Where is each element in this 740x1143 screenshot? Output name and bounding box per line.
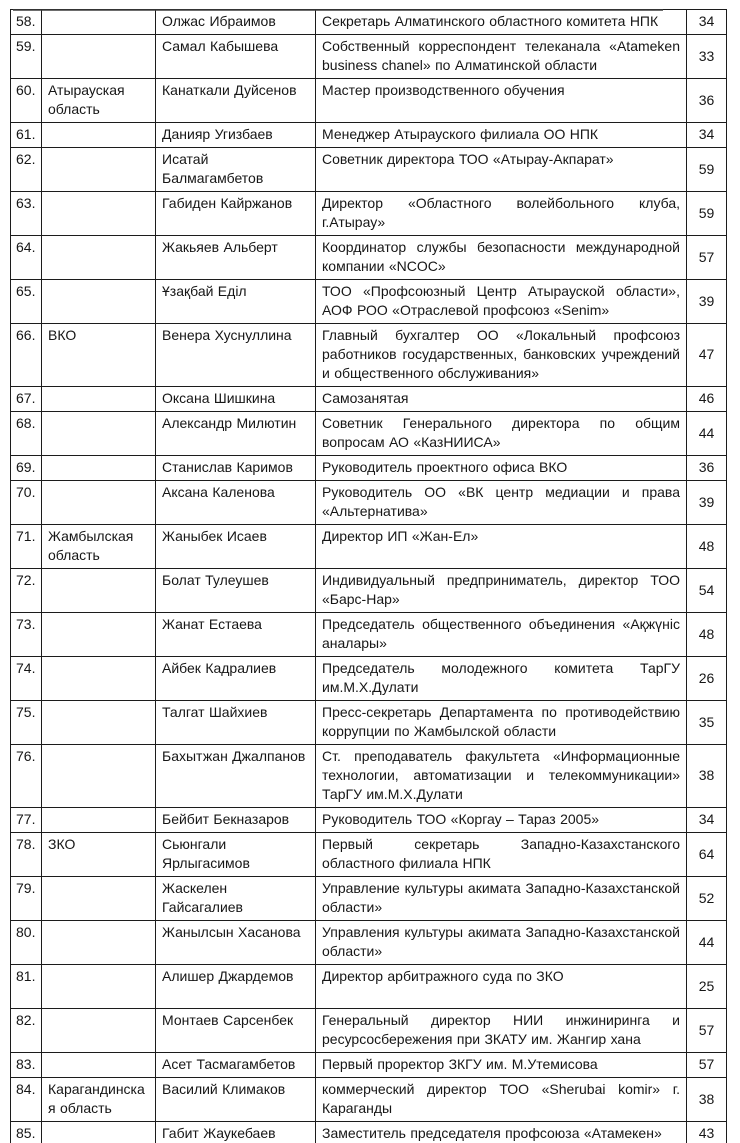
cell-region: Карагандинская область [42,1078,156,1122]
cell-region [42,657,156,701]
table-row [11,412,727,456]
cell-position: Руководитель проектного офиса ВКО [316,456,687,481]
cell-region [42,921,156,965]
table-row [11,1078,727,1122]
cell-number: 69. [11,456,42,481]
cell-region [42,10,156,35]
cell-position: Мастер производственного обучения [316,79,687,123]
cell-position: Управление культуры акимата Западно-Казахстанской области» [316,877,687,921]
cell-name: Жанат Естаева [156,613,316,657]
cell-position: коммерческий директор ТОО «Sherubai komir» г. Караганды [316,1078,687,1122]
cell-position: Управления культуры акимата Западно-Казахстанской области» [316,921,687,965]
cell-region [42,1053,156,1078]
cell-number: 72. [11,569,42,613]
cell-position: Руководитель ОО «ВК центр медиации и права «Альтернатива» [316,481,687,525]
cell-age: 26 [687,657,727,701]
cell-name: Габиден Кайржанов [156,192,316,236]
cell-name: Самал Кабышева [156,35,316,79]
table-row [11,1053,727,1078]
cell-region [42,148,156,192]
cell-region [42,481,156,525]
cell-number: 62. [11,148,42,192]
cell-number: 73. [11,613,42,657]
cell-position: Менеджер Атырауского филиала ОО НПК [316,123,687,148]
cell-position: Пресс-секретарь Департамента по противодействию коррупции по Жамбылской области [316,701,687,745]
cell-region [42,877,156,921]
cell-region [42,569,156,613]
cell-number: 82. [11,1009,42,1053]
cell-age: 54 [687,569,727,613]
cell-age: 59 [687,192,727,236]
table-row [11,569,727,613]
cell-age: 46 [687,387,727,412]
cell-age: 52 [687,877,727,921]
cell-number: 75. [11,701,42,745]
cell-position: Самозанятая [316,387,687,412]
table-row [11,123,727,148]
cell-name: Бахытжан Джалпанов [156,745,316,808]
cell-number: 83. [11,1053,42,1078]
table-row [11,1122,727,1143]
table-row [11,877,727,921]
cell-position: Собственный корреспондент телеканала «Atameken business chanel» по Алматинской области [316,35,687,79]
cell-name: Александр Милютин [156,412,316,456]
cell-number: 63. [11,192,42,236]
cell-name: Асет Тасмагамбетов [156,1053,316,1078]
table-row [11,236,727,280]
cell-age: 38 [687,1078,727,1122]
cell-age: 57 [687,236,727,280]
cell-position: Председатель молодежного комитета ТарГУ им.М.Х.Дулати [316,657,687,701]
cell-name: Габит Жаукебаев [156,1122,316,1143]
cell-age: 48 [687,613,727,657]
cell-region: ВКО [42,324,156,387]
cell-number: 78. [11,833,42,877]
cell-region: Атырауская область [42,79,156,123]
cell-age: 34 [687,10,727,35]
cell-name: Исатай Балмагамбетов [156,148,316,192]
cell-age: 57 [687,1009,727,1053]
cell-age: 35 [687,701,727,745]
cell-age: 64 [687,833,727,877]
cell-region [42,192,156,236]
table-row [11,745,727,808]
cell-number: 81. [11,965,42,1009]
cell-number: 70. [11,481,42,525]
table-row [11,808,727,833]
cell-position: Директор ИП «Жан-Ел» [316,525,687,569]
cell-position: ТОО «Профсоюзный Центр Атырауской области», АОФ РОО «Отраслевой профсоюз «Senim» [316,280,687,324]
cell-position: Советник Генерального директора по общим вопросам АО «КазНИИСА» [316,412,687,456]
cell-age: 44 [687,412,727,456]
cell-position: Главный бухгалтер ОО «Локальный профсоюз работников государственных, банковских учреждений и общественного обслуживания» [316,324,687,387]
cell-number: 85. [11,1122,42,1143]
cell-age: 34 [687,808,727,833]
cell-region [42,808,156,833]
cell-region [42,387,156,412]
cell-number: 68. [11,412,42,456]
cell-name: Болат Тулеушев [156,569,316,613]
table-row [11,280,727,324]
cell-number: 84. [11,1078,42,1122]
cell-region [42,456,156,481]
cell-name: Ұзақбай Еділ [156,280,316,324]
cell-name: Канаткали Дуйсенов [156,79,316,123]
cell-number: 74. [11,657,42,701]
cell-position: Ст. преподаватель факультета «Информационные технологии, автоматизации и телекоммуникации» ТарГУ им.М.Х.Дулати [316,745,687,808]
table-row [11,148,727,192]
table-row [11,701,727,745]
cell-region [42,965,156,1009]
cell-age: 34 [687,123,727,148]
table-row [11,192,727,236]
cell-region [42,412,156,456]
cell-age: 39 [687,280,727,324]
table-row [11,456,727,481]
cell-name: Айбек Кадралиев [156,657,316,701]
cell-name: Данияр Угизбаев [156,123,316,148]
cell-region [42,280,156,324]
cell-region: Жамбылская область [42,525,156,569]
cell-number: 64. [11,236,42,280]
scan-artifact-top [13,9,663,11]
cell-name: Оксана Шишкина [156,387,316,412]
cell-position: Заместитель председателя профсоюза «Атамекен» [316,1122,687,1143]
cell-age: 48 [687,525,727,569]
cell-position: Директор «Областного волейбольного клуба, г.Атырау» [316,192,687,236]
cell-number: 80. [11,921,42,965]
cell-number: 71. [11,525,42,569]
cell-name: Василий Климаков [156,1078,316,1122]
cell-number: 77. [11,808,42,833]
cell-position: Председатель общественного объединения «Ақжүніс аналары» [316,613,687,657]
cell-age: 38 [687,745,727,808]
cell-age: 44 [687,921,727,965]
cell-position: Первый проректор ЗКГУ им. М.Утемисова [316,1053,687,1078]
cell-region [42,1009,156,1053]
cell-age: 43 [687,1122,727,1143]
table-row [11,833,727,877]
cell-name: Жаныбек Исаев [156,525,316,569]
cell-number: 67. [11,387,42,412]
cell-name: Талгат Шайхиев [156,701,316,745]
table-row [11,79,727,123]
cell-age: 33 [687,35,727,79]
cell-position: Первый секретарь Западно-Казахстанского областного филиала НПК [316,833,687,877]
cell-number: 61. [11,123,42,148]
cell-name: Станислав Каримов [156,456,316,481]
cell-number: 65. [11,280,42,324]
table-row [11,35,727,79]
table-row [11,481,727,525]
table-row [11,387,727,412]
cell-name: Жанылсын Хасанова [156,921,316,965]
cell-position: Секретарь Алматинского областного комитета НПК [316,10,687,35]
cell-position: Индивидуальный предприниматель, директор ТОО «Барс-Нар» [316,569,687,613]
cell-name: Монтаев Сарсенбек [156,1009,316,1053]
table-row [11,965,727,1009]
cell-region [42,745,156,808]
cell-position: Советник директора ТОО «Атырау-Акпарат» [316,148,687,192]
cell-name: Олжас Ибраимов [156,10,316,35]
cell-age: 25 [687,965,727,1009]
table-row [11,324,727,387]
cell-region [42,613,156,657]
table-row [11,10,727,35]
cell-region [42,123,156,148]
cell-position: Генеральный директор НИИ инжиниринга и ресурсосбережения при ЗКАТУ им. Жангир хана [316,1009,687,1053]
cell-region [42,35,156,79]
cell-region [42,701,156,745]
cell-position: Руководитель ТОО «Коргау – Тараз 2005» [316,808,687,833]
cell-name: Аксана Каленова [156,481,316,525]
document-page [0,9,740,1143]
table-row [11,921,727,965]
table-row [11,613,727,657]
cell-name: Жаскелен Гайсагалиев [156,877,316,921]
cell-age: 59 [687,148,727,192]
cell-position: Координатор службы безопасности международной компании «NCOC» [316,236,687,280]
cell-name: Венера Хуснуллина [156,324,316,387]
table-row [11,525,727,569]
cell-number: 79. [11,877,42,921]
cell-name: Жакьяев Альберт [156,236,316,280]
cell-age: 36 [687,79,727,123]
cell-region [42,1122,156,1143]
cell-number: 66. [11,324,42,387]
cell-name: Алишер Джардемов [156,965,316,1009]
table-row [11,657,727,701]
cell-region [42,236,156,280]
cell-region: ЗКО [42,833,156,877]
cell-number: 58. [11,10,42,35]
cell-age: 47 [687,324,727,387]
roster-table [10,9,727,1143]
cell-age: 57 [687,1053,727,1078]
cell-position: Директор арбитражного суда по ЗКО [316,965,687,1009]
cell-name: Сьюнгали Ярлыгасимов [156,833,316,877]
cell-number: 60. [11,79,42,123]
table-body [11,10,727,1143]
cell-number: 76. [11,745,42,808]
cell-name: Бейбит Бекназаров [156,808,316,833]
table-row [11,1009,727,1053]
cell-number: 59. [11,35,42,79]
cell-age: 36 [687,456,727,481]
cell-age: 39 [687,481,727,525]
